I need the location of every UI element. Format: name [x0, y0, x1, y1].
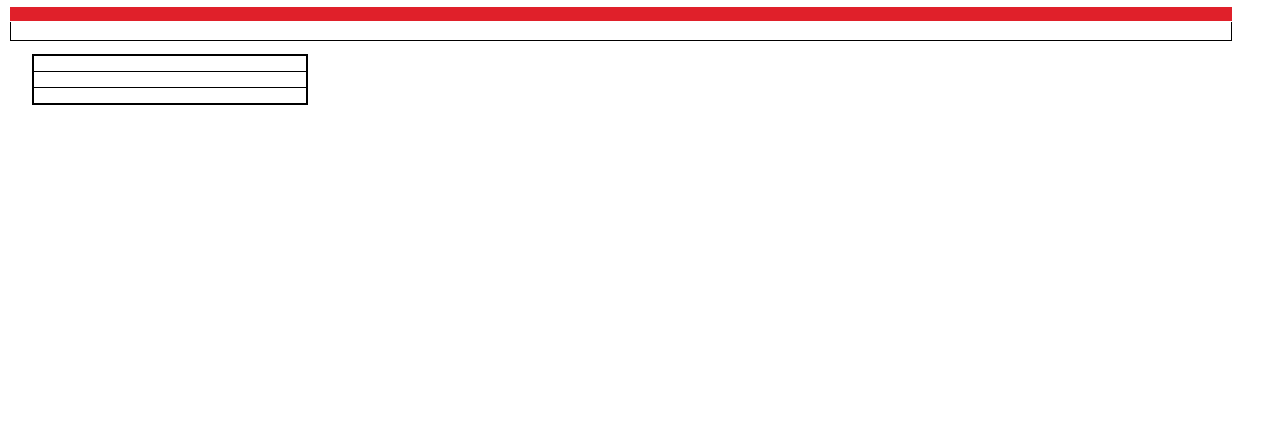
age-row — [34, 56, 306, 72]
federation-title — [10, 7, 1232, 21]
date-row — [34, 72, 306, 88]
season-subtitle — [10, 22, 1232, 41]
info-box — [32, 54, 308, 105]
ball-row — [34, 88, 306, 103]
